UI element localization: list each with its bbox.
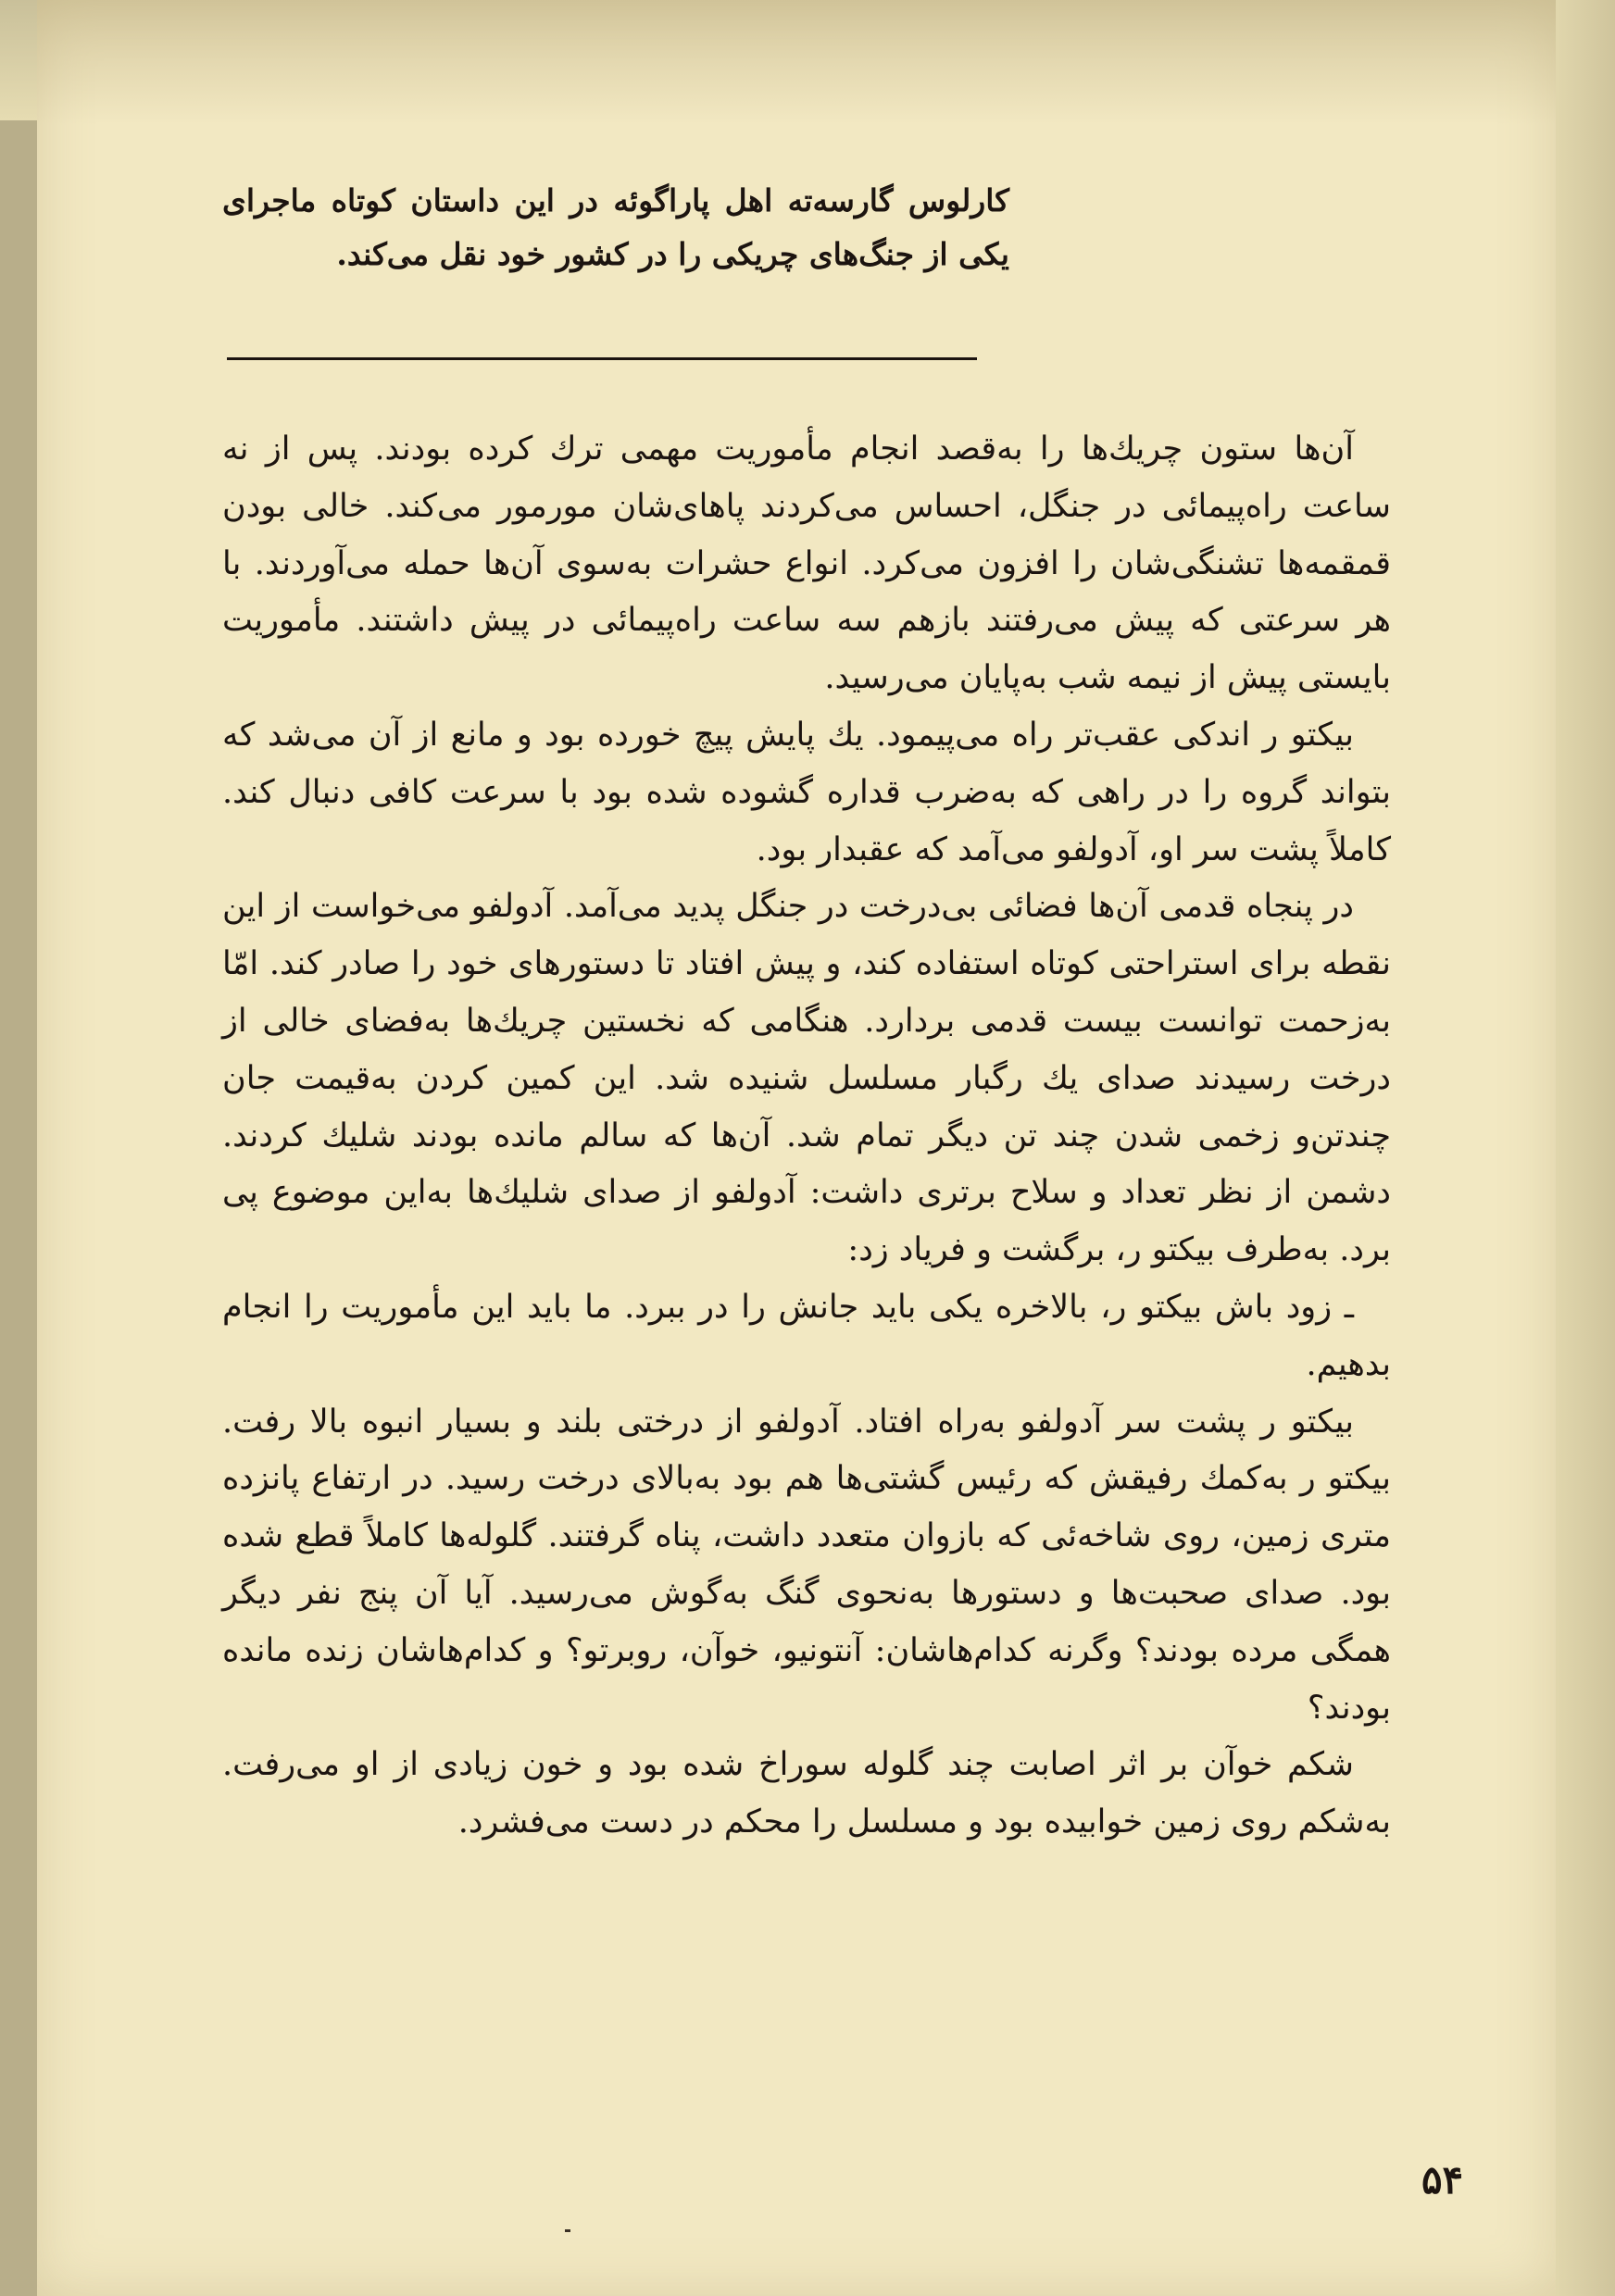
intro-note: کارلوس گارسه‌ته اهل پاراگوئه در این داستان کوتاه ماجرای یکی از جنگ‌های چریکی را در کشور خود نقل می‌کند. — [222, 182, 1009, 272]
scan-background-right — [1550, 0, 1615, 2296]
paragraph: شکم خوآن بر اثر اصابت چند گلوله سوراخ شده بود و خون زیادی از او می‌رفت. به‌شکم روی زمین خوابیده بود و مسلسل را محکم در دست می‌فشرد. — [222, 1746, 1391, 1841]
paragraph: بیکتو ر اندکی عقب‌تر راه می‌پیمود. یك پایش پیچ خورده بود و مانع از آن می‌شد که بتواند گروه را در راهی که به‌ضرب قداره گشوده شده بود با سرعت کافی دنبال کند. کاملاً پشت سر او، آدولفو می‌آمد که عقبدار بود. — [222, 716, 1391, 868]
book-page — [37, 0, 1556, 2296]
paragraph: در پنجاه قدمی آن‌ها فضائی بی‌درخت در جنگل پدید می‌آمد. آدولفو می‌خواست از این نقطه برای استراحتی کوتاه استفاده کند، و پیش افتاد تا دستورهای خود را صادر کند. امّا به‌زحمت توانست بیست قدمی بردارد. هنگامی که نخستین چریك‌ها به‌فضای خالی از درخت رسیدند صدای یك رگبار مسلسل شنیده شد. این کمین کردن به‌قیمت جان چندتن‌و زخمی شدن چند تن دیگر تمام شد. آن‌ها که سالم مانده بودند شلیك کردند. دشمن از نظر تعداد و سلاح برتری داشت: آدولفو از صدای شلیك‌ها به‌این موضوع پی برد. به‌طرف بیکتو ر، برگشت و فریاد زد: — [222, 888, 1391, 1269]
intro-divider — [227, 357, 977, 360]
page-number: ۵۴ — [1421, 2157, 1464, 2202]
paragraph: بیکتو ر پشت سر آدولفو به‌راه افتاد. آدولفو از درختی بلند و بسیار انبوه بالا رفت. بیکتو ر به‌کمك رفیقش که رئیس گشتی‌ها هم بود به‌بالای درخت رسید. در ارتفاع پانزده متری زمین، روی شاخه‌ئی که بازوان متعدد داشت، پناه گرفتند. گلوله‌ها کاملاً قطع شده بود. صدای صحبت‌ها و دستورها به‌نحوی گنگ به‌گوش می‌رسید. آیا آن پنج نفر دیگر همگی مرده بودند؟ وگرنه کدام‌هاشان: آنتونیو، خوآن، روبرتو؟ و کدام‌هاشان زنده مانده بودند؟ — [222, 1403, 1391, 1727]
paragraph: آن‌ها ستون چریك‌ها را به‌قصد انجام مأموریت مهمی ترك کرده بودند. پس از نه ساعت راه‌پیمائی در جنگل، احساس می‌کردند پاهای‌شان مورمور می‌کند. خالی بودن قمقمه‌ها تشنگی‌شان را افزون می‌کرد. انواع حشرات به‌سوی آن‌ها حمله می‌آوردند. با هر سرعتی که پیش می‌رفتند بازهم سه ساعت راه‌پیمائی در پیش داشتند. مأموریت بایستی پیش از نیمه شب به‌پایان می‌رسید. — [222, 430, 1391, 697]
print-speck — [565, 2229, 570, 2232]
paragraph: ـ زود باش بیکتو ر، بالاخره یکی باید جانش را در ببرد. ما باید این مأموریت را انجام بدهیم. — [222, 1288, 1391, 1383]
story-body — [222, 421, 1391, 1852]
